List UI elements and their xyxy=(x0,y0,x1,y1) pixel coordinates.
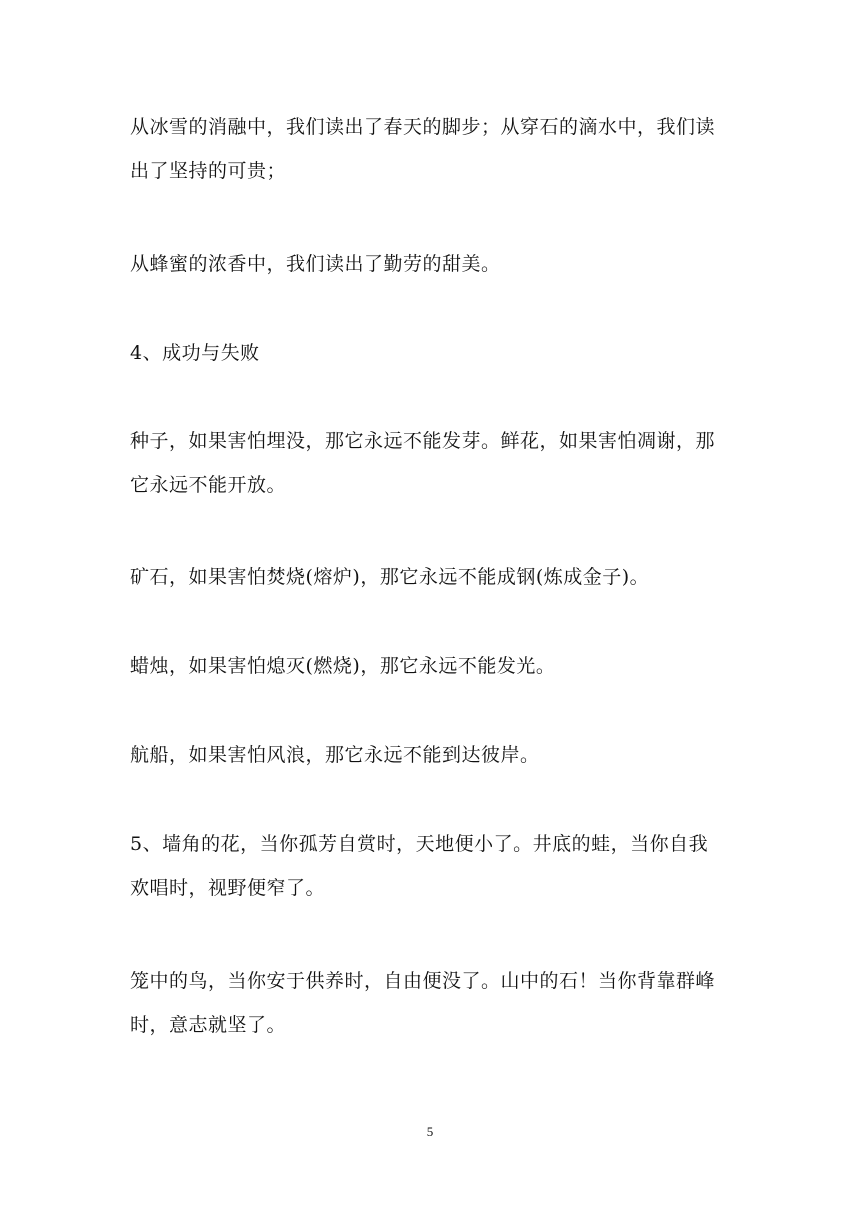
paragraph-ore xyxy=(130,555,740,599)
text-line: 笼中的鸟，当你安于供养时，自由便没了。山中的石！当你背靠群峰 xyxy=(130,970,716,992)
text-line: 出了坚持的可贵； xyxy=(130,160,287,182)
text-line: 蜡烛，如果害怕熄灭(燃烧)，那它永远不能发光。 xyxy=(130,655,556,677)
paragraph-honey xyxy=(130,242,740,286)
text-line: 航船，如果害怕风浪，那它永远不能到达彼岸。 xyxy=(130,744,540,766)
paragraph-caged-bird xyxy=(130,959,740,1047)
text-line: 种子，如果害怕埋没，那它永远不能发芽。鲜花，如果害怕凋谢，那 xyxy=(130,430,716,452)
text-line: 从冰雪的消融中，我们读出了春天的脚步；从穿石的滴水中，我们读 xyxy=(130,116,716,138)
page-number: 5 xyxy=(426,1124,434,1139)
text-line: 它永远不能开放。 xyxy=(130,474,287,496)
text-line: 矿石，如果害怕焚烧(熔炉)，那它永远不能成钢(炼成金子)。 xyxy=(130,566,650,588)
paragraph-corner-flower xyxy=(130,822,740,910)
text-line: 欢唱时，视野便窄了。 xyxy=(130,877,326,899)
text-line: 5、墙角的花，当你孤芳自赏时，天地便小了。井底的蛙，当你自我 xyxy=(130,833,709,855)
text-line: 时，意志就坚了。 xyxy=(130,1014,287,1036)
text-line: 从蜂蜜的浓香中，我们读出了勤劳的甜美。 xyxy=(130,253,501,275)
paragraph-seed-flower xyxy=(130,419,740,507)
paragraph-ice-snow xyxy=(130,105,740,193)
paragraph-ship xyxy=(130,733,740,777)
text-line: 4、成功与失败 xyxy=(130,342,260,364)
section-heading-success-failure xyxy=(130,331,740,375)
paragraph-candle xyxy=(130,644,740,688)
